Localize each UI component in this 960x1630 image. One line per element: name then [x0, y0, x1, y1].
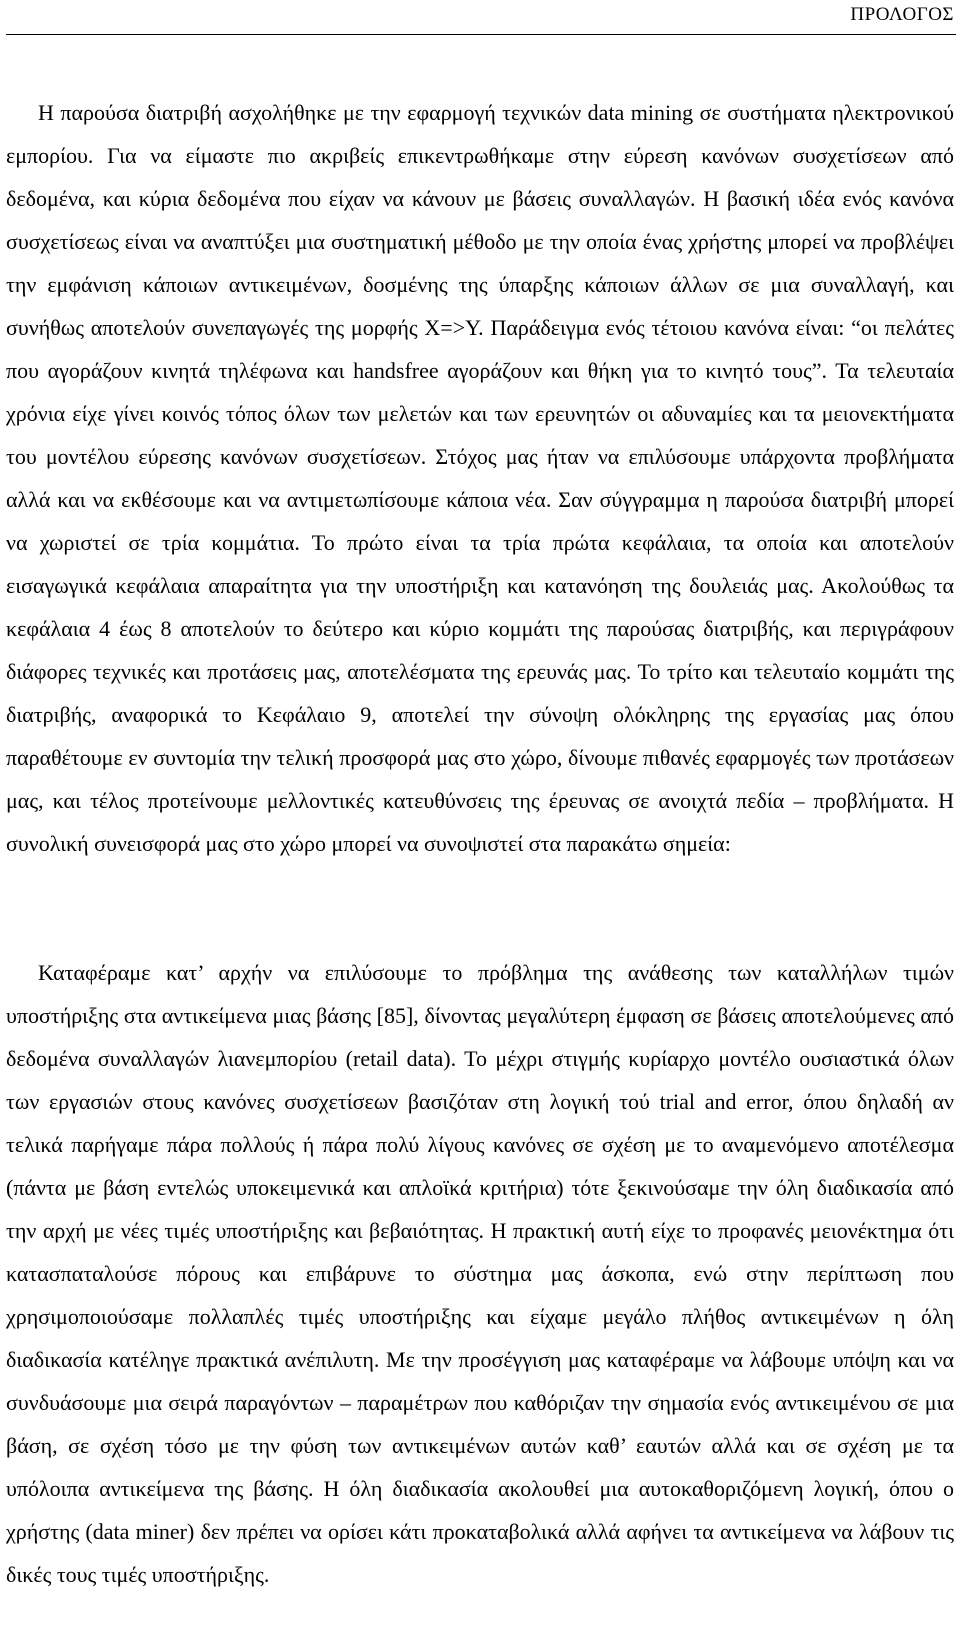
running-header: ΠΡΟΛΟΓΟΣ: [850, 4, 954, 25]
header-rule: [6, 34, 956, 35]
paragraph-1: Η παρούσα διατριβή ασχολήθηκε με την εφαρμογή τεχνικών data mining σε συστήματα ηλεκτρονικού εμπορίου. Για να είμαστε πιο ακριβείς επικεντρωθήκαμε στην εύρεση κανόνων συσχετίσεων από δεδομένα, και κύρια δεδομένα που είχαν να κάνουν με βάσεις συναλλαγών. Η βασική ιδέα ενός κανόνα συσχετίσεως είναι να αναπτύξει μια συστηματική μέθοδο με την οποία ένας χρήστης μπορεί να προβλέψει την εμφάνιση κάποιων αντικειμένων, δοσμένης της ύπαρξης κάποιων άλλων σε μια συναλλαγή, και συνήθως αποτελούν συνεπαγωγές της μορφής X=>Y. Παράδειγμα ενός τέτοιου κανόνα είναι: “οι πελάτες που αγοράζουν κινητά τηλέφωνα και handsfree αγοράζουν και θήκη για το κινητό τους”. Τα τελευταία χρόνια είχε γίνει κοινός τόπος όλων των μελετών και των ερευνητών οι αδυναμίες και τα μειονεκτήματα του μοντέλου εύρεσης κανόνων συσχετίσεων. Στόχος μας ήταν να επιλύσουμε υπάρχοντα προβλήματα αλλά και να εκθέσουμε και να αντιμετωπίσουμε κάποια νέα. Σαν σύγγραμμα η παρούσα διατριβή μπορεί να χωριστεί σε τρία κομμάτια. Το πρώτο είναι τα τρία πρώτα κεφάλαια, τα οποία και αποτελούν εισαγωγικά κεφάλαια απαραίτητα για την υποστήριξη και κατανόηση της δουλειάς μας. Ακολούθως τα κεφάλαια 4 έως 8 αποτελούν το δεύτερο και κύριο κομμάτι της παρούσας διατριβής, και περιγράφουν διάφορες τεχνικές και προτάσεις μας, αποτελέσματα της ερευνάς μας. Το τρίτο και τελευταίο κομμάτι της διατριβής, αναφορικά το Κεφάλαιο 9, αποτελεί την σύνοψη ολόκληρης της εργασίας μας όπου παραθέτουμε εν συντομία την τελική προσφορά μας στο χώρο, δίνουμε πιθανές εφαρμογές των προτάσεων μας, και τέλος προτείνουμε μελλοντικές κατευθύνσεις της έρευνας σε ανοιχτά πεδία – προβλήματα. Η συνολική συνεισφορά μας στο χώρο μπορεί να συνοψιστεί στα παρακάτω σημεία:: [6, 100, 954, 856]
paragraph-2: Καταφέραμε κατ’ αρχήν να επιλύσουμε το πρόβλημα της ανάθεσης των καταλλήλων τιμών υποστήριξης στα αντικείμενα μιας βάσης [85], δίνοντας μεγαλύτερη έμφαση σε βάσεις αποτελούμενες από δεδομένα συναλλαγών λιανεμπορίου (retail data). Το μέχρι στιγμής κυρίαρχο μοντέλο ουσιαστικά όλων των εργασιών στους κανόνες συσχετίσεων βασιζόταν στη λογική τού trial and error, όπου δηλαδή αν τελικά παρήγαμε πάρα πολλούς ή πάρα πολύ λίγους κανόνες σε σχέση με το αναμενόμενο αποτέλεσμα (πάντα με βάση εντελώς υποκειμενικά και απλοϊκά κριτήρια) τότε ξεκινούσαμε την όλη διαδικασία από την αρχή με νέες τιμές υποστήριξης και βεβαιότητας. Η πρακτική αυτή είχε το προφανές μειονέκτημα ότι κατασπαταλούσε πόρους και επιβάρυνε το σύστημα μας άσκοπα, ενώ στην περίπτωση που χρησιμοποιούσαμε πολλαπλές τιμές υποστήριξης και είχαμε μεγάλο πλήθος αντικειμένων η όλη διαδικασία κατέληγε πρακτικά ανέπιλυτη. Με την προσέγγιση μας καταφέραμε να λάβουμε υπόψη και να συνδυάσουμε μια σειρά παραγόντων – παραμέτρων που καθόριζαν την σημασία ενός αντικειμένου σε μια βάση, σε σχέση τόσο με την φύση των αντικειμένων αυτών καθ’ εαυτών αλλά και σε σχέση με τα υπόλοιπα αντικείμενα της βάσης. Η όλη διαδικασία ακολουθεί μια αυτοκαθοριζόμενη λογική, όπου ο χρήστης (data miner) δεν πρέπει να ορίσει κάτι προκαταβολικά αλλά αφήνει τα αντικείμενα να λάβουν τις δικές τους τιμές υποστήριξης.: [6, 960, 954, 1587]
